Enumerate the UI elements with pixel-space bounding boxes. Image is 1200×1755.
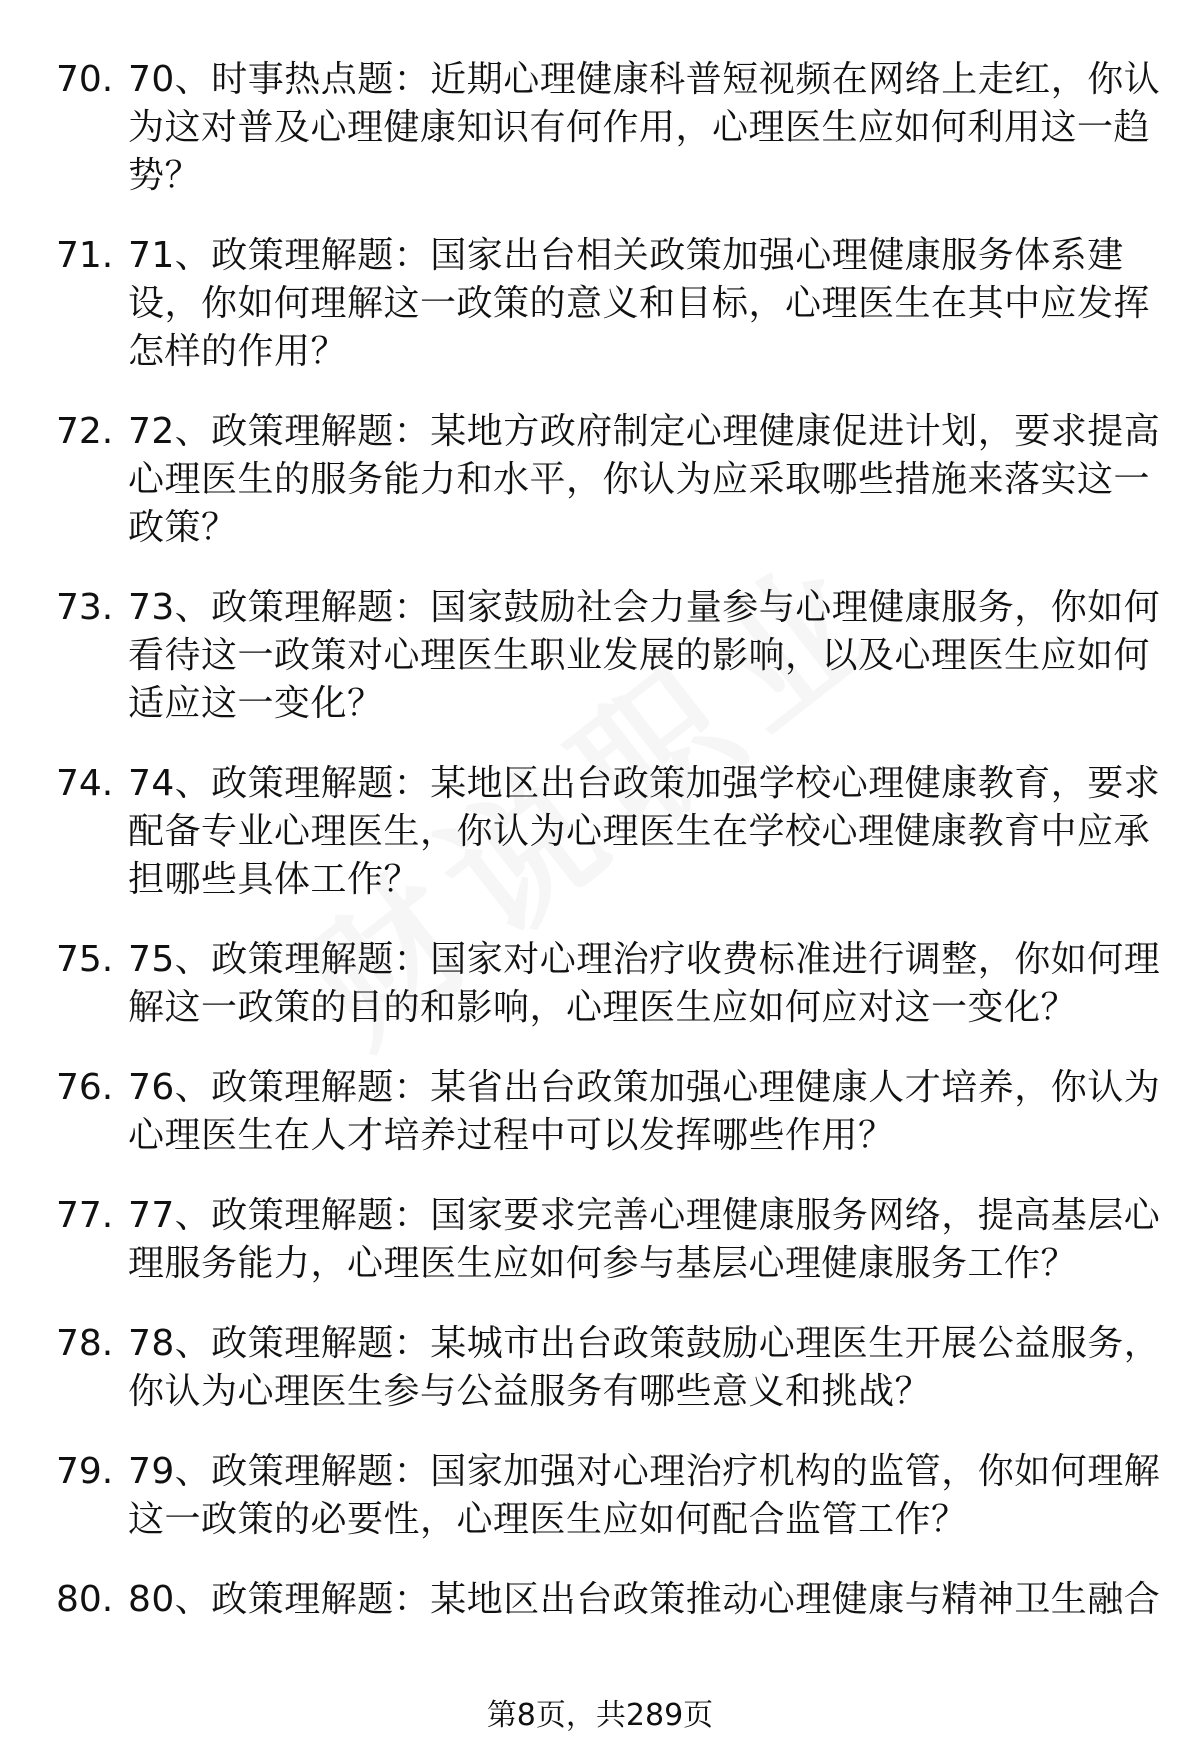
question-item [0, 408, 1200, 552]
question-item [0, 1064, 1200, 1160]
question-number: 80. [56, 1579, 114, 1620]
question-text-line: 72、政策理解题：某地方政府制定心理健康促进计划，要求提高 [128, 411, 1161, 452]
question-number: 75. [56, 939, 114, 980]
question-text-line: 解这一政策的目的和影响，心理医生应如何应对这一变化？ [128, 987, 1078, 1028]
question-item [0, 1448, 1200, 1544]
question-text-line: 77、政策理解题：国家要求完善心理健康服务网络，提高基层心 [128, 1195, 1161, 1236]
question-item [0, 1576, 1200, 1624]
question-text-line: 政策？ [128, 507, 238, 548]
question-text-line: 看待这一政策对心理医生职业发展的影响，以及心理医生应如何 [128, 635, 1151, 676]
question-number: 79. [56, 1451, 114, 1492]
question-text-line: 80、政策理解题：某地区出台政策推动心理健康与精神卫生融合 [128, 1579, 1161, 1620]
question-text [128, 232, 1151, 376]
question-item [0, 56, 1200, 200]
question-item [0, 232, 1200, 376]
question-text-line: 75、政策理解题：国家对心理治疗收费标准进行调整，你如何理 [128, 939, 1161, 980]
question-text [128, 584, 1161, 728]
question-text [128, 408, 1161, 552]
question-number: 71. [56, 235, 114, 276]
question-text-line: 势？ [128, 155, 202, 196]
question-number: 76. [56, 1067, 114, 1108]
question-text-line: 心理医生在人才培养过程中可以发挥哪些作用？ [128, 1115, 895, 1156]
question-text [128, 1448, 1161, 1544]
question-text-line: 这一政策的必要性，心理医生应如何配合监管工作？ [128, 1499, 968, 1540]
question-text-line: 为这对普及心理健康知识有何作用，心理医生应如何利用这一趋 [128, 107, 1151, 148]
question-text [128, 760, 1161, 904]
question-text [128, 1320, 1161, 1416]
question-text-line: 适应这一变化？ [128, 683, 384, 724]
question-text-line: 71、政策理解题：国家出台相关政策加强心理健康服务体系建 [128, 235, 1124, 276]
question-number: 73. [56, 587, 114, 628]
question-number: 70. [56, 59, 114, 100]
question-number: 72. [56, 411, 114, 452]
question-text [128, 1576, 1161, 1624]
question-number: 78. [56, 1323, 114, 1364]
question-text [128, 1064, 1161, 1160]
question-item [0, 1192, 1200, 1288]
question-text-line: 74、政策理解题：某地区出台政策加强学校心理健康教育，要求 [128, 763, 1161, 804]
question-text-line: 70、时事热点题：近期心理健康科普短视频在网络上走红，你认 [128, 59, 1161, 100]
question-text-line: 怎样的作用？ [128, 331, 348, 372]
question-text-line: 理服务能力，心理医生应如何参与基层心理健康服务工作？ [128, 1243, 1078, 1284]
page-footer: 第8页，共289页 [486, 1698, 714, 1733]
question-text-line: 担哪些具体工作？ [128, 859, 421, 900]
question-text [128, 936, 1161, 1032]
question-item [0, 1320, 1200, 1416]
question-text-line: 78、政策理解题：某城市出台政策鼓励心理医生开展公益服务， [128, 1323, 1161, 1364]
question-text-line: 你认为心理医生参与公益服务有哪些意义和挑战？ [128, 1371, 932, 1412]
question-text [128, 1192, 1161, 1288]
question-item [0, 584, 1200, 728]
question-text-line: 76、政策理解题：某省出台政策加强心理健康人才培养，你认为 [128, 1067, 1161, 1108]
question-item [0, 936, 1200, 1032]
question-text [128, 56, 1161, 200]
question-text-line: 设，你如何理解这一政策的意义和目标，心理医生在其中应发挥 [128, 283, 1151, 324]
question-number: 77. [56, 1195, 114, 1236]
question-text-line: 心理医生的服务能力和水平，你认为应采取哪些措施来落实这一 [128, 459, 1151, 500]
question-list [0, 56, 1200, 1656]
question-text-line: 73、政策理解题：国家鼓励社会力量参与心理健康服务，你如何 [128, 587, 1161, 628]
question-text-line: 79、政策理解题：国家加强对心理治疗机构的监管，你如何理解 [128, 1451, 1161, 1492]
question-text-line: 配备专业心理医生，你认为心理医生在学校心理健康教育中应承 [128, 811, 1151, 852]
question-number: 74. [56, 763, 114, 804]
question-item [0, 760, 1200, 904]
